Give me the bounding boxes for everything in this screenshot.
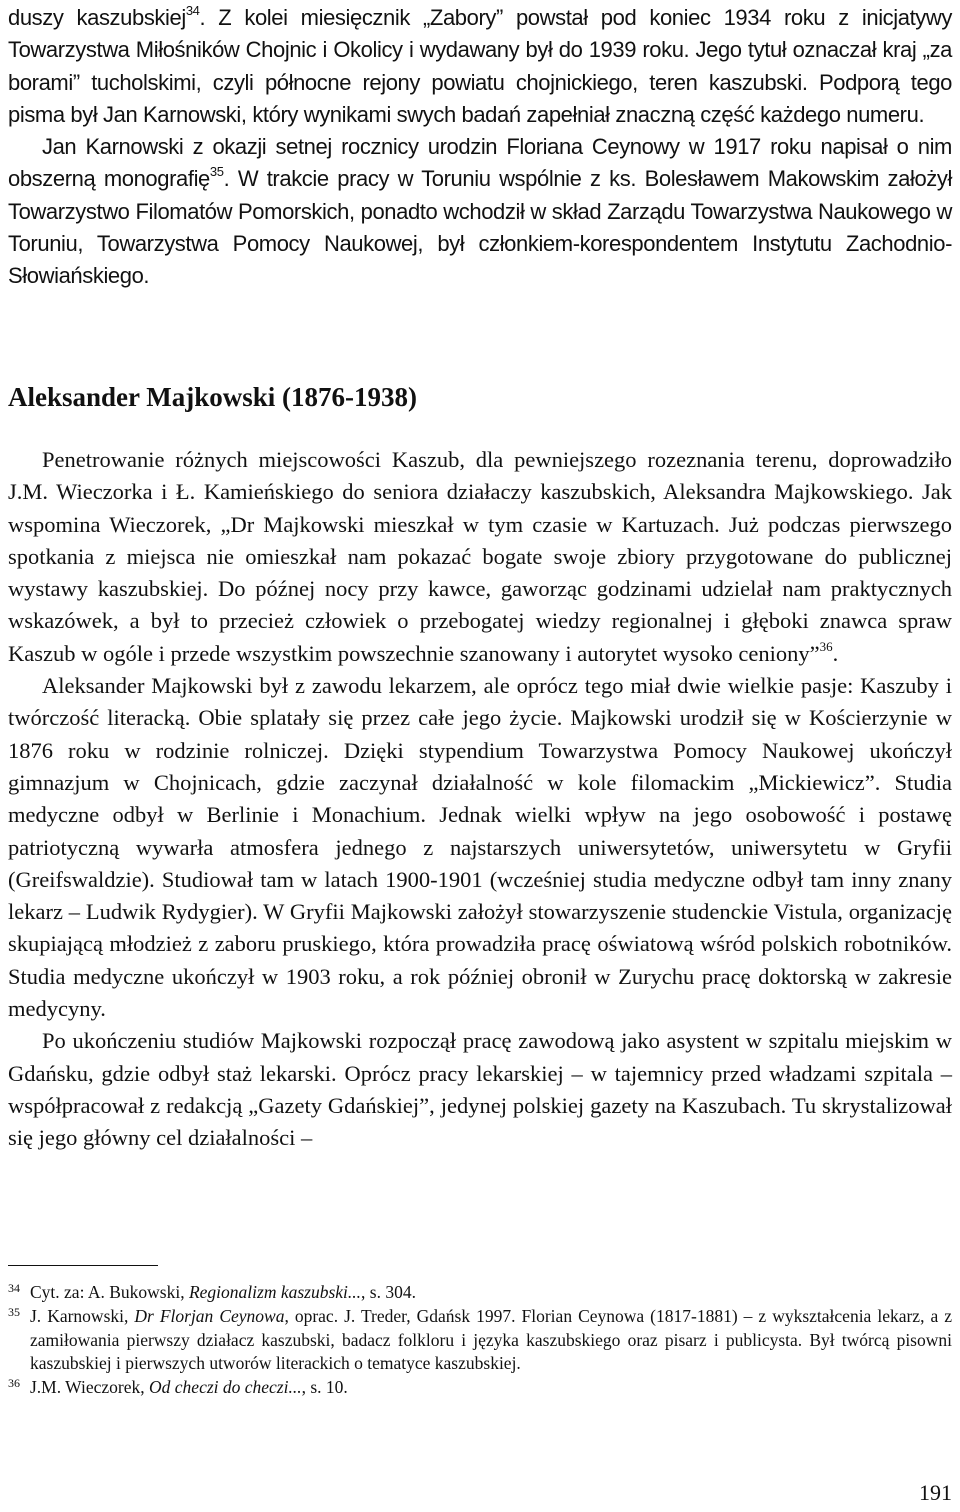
- paragraph-majkowski-bio: Aleksander Majkowski był z zawodu lekarzem, ale oprócz tego miał dwie wielkie pasje: Kaszuby i twórczość literacką. Obie splatały się przez całe jego życie. Majkowski urodził się w Kościerzynie w 1876 roku w rodzinie rolniczej. Dzięki stypendium Towarzystwa Pomocy Naukowej ukończył gimnazjum w Chojnicach, gdzie zaczynał działalność w kole filomackim „Mickiewicz”. Studia medyczne odbył w Berlinie i Monachium. Jednak wielki wpływ na jego osobowość i postawę patriotyczną wywarła atmosfera jednego z najstarszych uniwersytetów, uniwersytetu w Gryfii (Greifswaldzie). Studiował tam w latach 1900-1901 (wcześniej studia medyczne odbył tam inny znany lekarz – Ludwik Rydygier). W Gryfii Majkowski założył stowarzyszenie studenckie Vistula, organizację skupiającą młodzież z zaboru pruskiego, która prowadziła pracę oświatową wśród polskich robotników. Studia medyczne ukończył w 1903 roku, a rok później obronił w Zurychu pracę doktorską w zakresie medycyny.: [8, 673, 952, 1022]
- footnote-ref-34: 34: [185, 3, 200, 18]
- footnote-ref-35: 35: [209, 164, 224, 180]
- footnote-34: 34 Cyt. za: A. Bukowski, Regionalizm kaszubski..., s. 304.: [8, 1281, 416, 1302]
- section-heading: Aleksander Majkowski (1876-1938): [8, 382, 418, 412]
- document-page: [8, 0, 952, 1512]
- paragraph-majkowski-career: Po ukończeniu studiów Majkowski rozpoczął pracę zawodową jako asystent w szpitalu miejskim w Gdańsku, gdzie odbył staż lekarski. Oprócz pracy lekarskiej – w tajemnicy przed władzami szpitala – współpracował z redakcją „Gazety Gdańskiej”, jedynej polskiej gazety na Kaszubach. Tu skrystalizował się jego główny cel działalności –: [8, 1028, 952, 1151]
- page-number: 191: [919, 1480, 952, 1505]
- footnote-ref-36: 36: [819, 638, 833, 654]
- footnote-separator: [8, 1265, 158, 1266]
- footnotes: [8, 1281, 952, 1400]
- footnote-36: 36 J.M. Wieczorek, Od checzi do checzi..., s. 10.: [8, 1376, 348, 1398]
- paragraph-zabory: duszy kaszubskiej$^{34}$. Z kolei miesięcznik „Zabory” powstał pod koniec 1934 roku z inicjatywy Towarzystwa Miłośników Chojnic i Okolicy i wydawany był do 1939 roku. Jego tytuł oznaczał kraj „za borami” tucholskimi, czyli północne rejony powiatu chojnickiego, teren kaszubski. Podporą tego pisma był Jan Karnowski, który wynikami swych badań zapełniał znaczną część każdego numeru.: [8, 3, 952, 127]
- paragraph-wieczorek: Penetrowanie różnych miejscowości Kaszub, dla pewniejszego rozeznania terenu, doprowadziło J.M. Wieczorka i Ł. Kamieńskiego do seniora działaczy kaszubskich, Aleksandra Majkowskiego. Jak wspomina Wieczorek, „Dr Majkowski mieszkał w tym czasie w Kartuzach. Już podczas pierwszego spotkania z miejsca nie omieszkał nam pokazać bogate swoje zbiory przygotowane do publicznej wystawy kaszubskiej. Do późnej nocy przy kawce, gaworząc godzinami udzielał nam praktycznych wskazówek, a był to przecież człowiek o przebogatej wiedzy regionalnej i głęboki znawca spraw Kaszub w ogóle i przede wszystkim powszechnie szanowany i autorytet wysoko ceniony”$^{36}$.: [8, 447, 952, 666]
- paragraph-karnowski: Jan Karnowski z okazji setnej rocznicy urodzin Floriana Ceynowy w 1917 roku napisał o nim obszerną monografię$^{35}$. W trakcie pracy w Toruniu wspólnie z ks. Bolesławem Makowskim założył Towarzystwo Filomatów Pomorskich, ponadto wchodził w skład Zarządu Towarzystwa Naukowego w Toruniu, Towarzystwa Pomocy Naukowej, był członkiem-korespondentem Instytutu Zachodnio-Słowiańskiego.: [8, 134, 952, 289]
- section-body: [8, 444, 952, 1155]
- footnote-35: 35 J. Karnowski, Dr Florjan Ceynowa, oprac. J. Treder, Gdańsk 1997. Florian Ceynowa (1817-1881) – z wykształcenia lekarz, a z zamiłowania pierwszy działacz kaszubski, badacz folkloru i języka kaszubskiego oraz pisarz i publicysta. Był twórcą pisowni kaszubskiej i pierwszych utworów literackich o tematyce kaszubskiej.: [8, 1304, 952, 1374]
- intro-text: [8, 2, 952, 293]
